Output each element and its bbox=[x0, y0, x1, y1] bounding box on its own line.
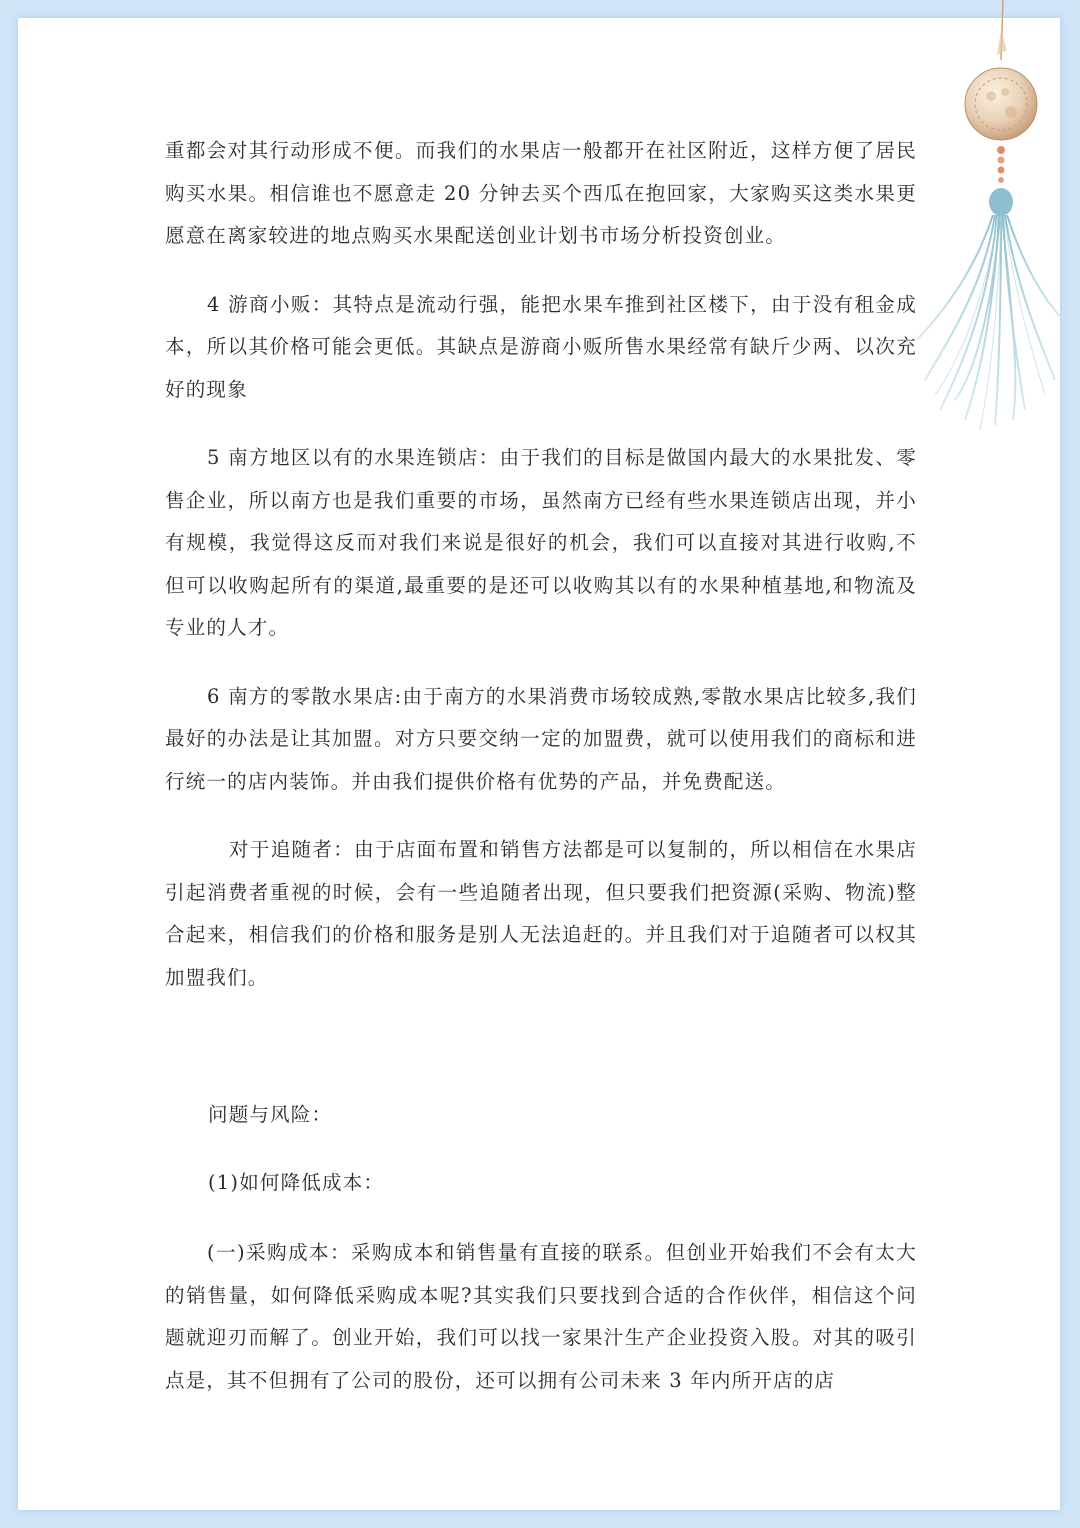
section-title: 问题与风险： bbox=[208, 1103, 333, 1126]
body-text-bottom bbox=[165, 1232, 917, 1402]
body-text-top bbox=[165, 130, 917, 999]
paragraph-3: 5 南方地区以有的水果连锁店：由于我们的目标是做国内最大的水果批发、零售企业，所以南方也是我们重要的市场，虽然南方已经有些水果连锁店出现，并小有规模，我觉得这反而对我们来说是很好的机会，我们可以直接对其进行收购,不但可以收购起所有的渠道,最重要的是还可以收购其以有的水果种植基地,和物流及专业的人才。 bbox=[165, 446, 917, 639]
paragraph-5: 对于追随者：由于店面布置和销售方法都是可以复制的，所以相信在水果店引起消费者重视的时候，会有一些追随者出现，但只要我们把资源(采购、物流)整合起来，相信我们的价格和服务是别人无法追赶的。并且我们对于追随者可以权其加盟我们。 bbox=[165, 838, 917, 989]
paragraph-1: 重都会对其行动形成不便。而我们的水果店一般都开在社区附近，这样方便了居民购买水果。相信谁也不愿意走 20 分钟去买个西瓜在抱回家，大家购买这类水果更愿意在离家较进的地点购买水果配送创业计划书市场分析投资创业。 bbox=[165, 139, 917, 247]
paragraph-4: 6 南方的零散水果店:由于南方的水果消费市场较成熟,零散水果店比较多,我们最好的办法是让其加盟。对方只要交纳一定的加盟费，就可以使用我们的商标和进行统一的店内装饰。并由我们提供价格有优势的产品，并免费配送。 bbox=[165, 684, 917, 793]
tassel-ornament-icon bbox=[915, 0, 1065, 440]
subsection-title: (1)如何降低成本： bbox=[208, 1171, 385, 1194]
paragraph-2: 4 游商小贩：其特点是流动行强，能把水果车推到社区楼下，由于没有租金成本，所以其价格可能会更低。其缺点是游商小贩所售水果经常有缺斤少两、以次充好的现象 bbox=[165, 292, 917, 401]
paragraph-6: (一)采购成本：采购成本和销售量有直接的联系。但创业开始我们不会有太大的销售量，如何降低采购成本呢?其实我们只要找到合适的合作伙伴，相信这个问题就迎刃而解了。创业开始，我们可以找一家果汁生产企业投资入股。对其的吸引点是，其不但拥有了公司的股份，还可以拥有公司未来 3 年内所开店的店 bbox=[165, 1241, 917, 1392]
